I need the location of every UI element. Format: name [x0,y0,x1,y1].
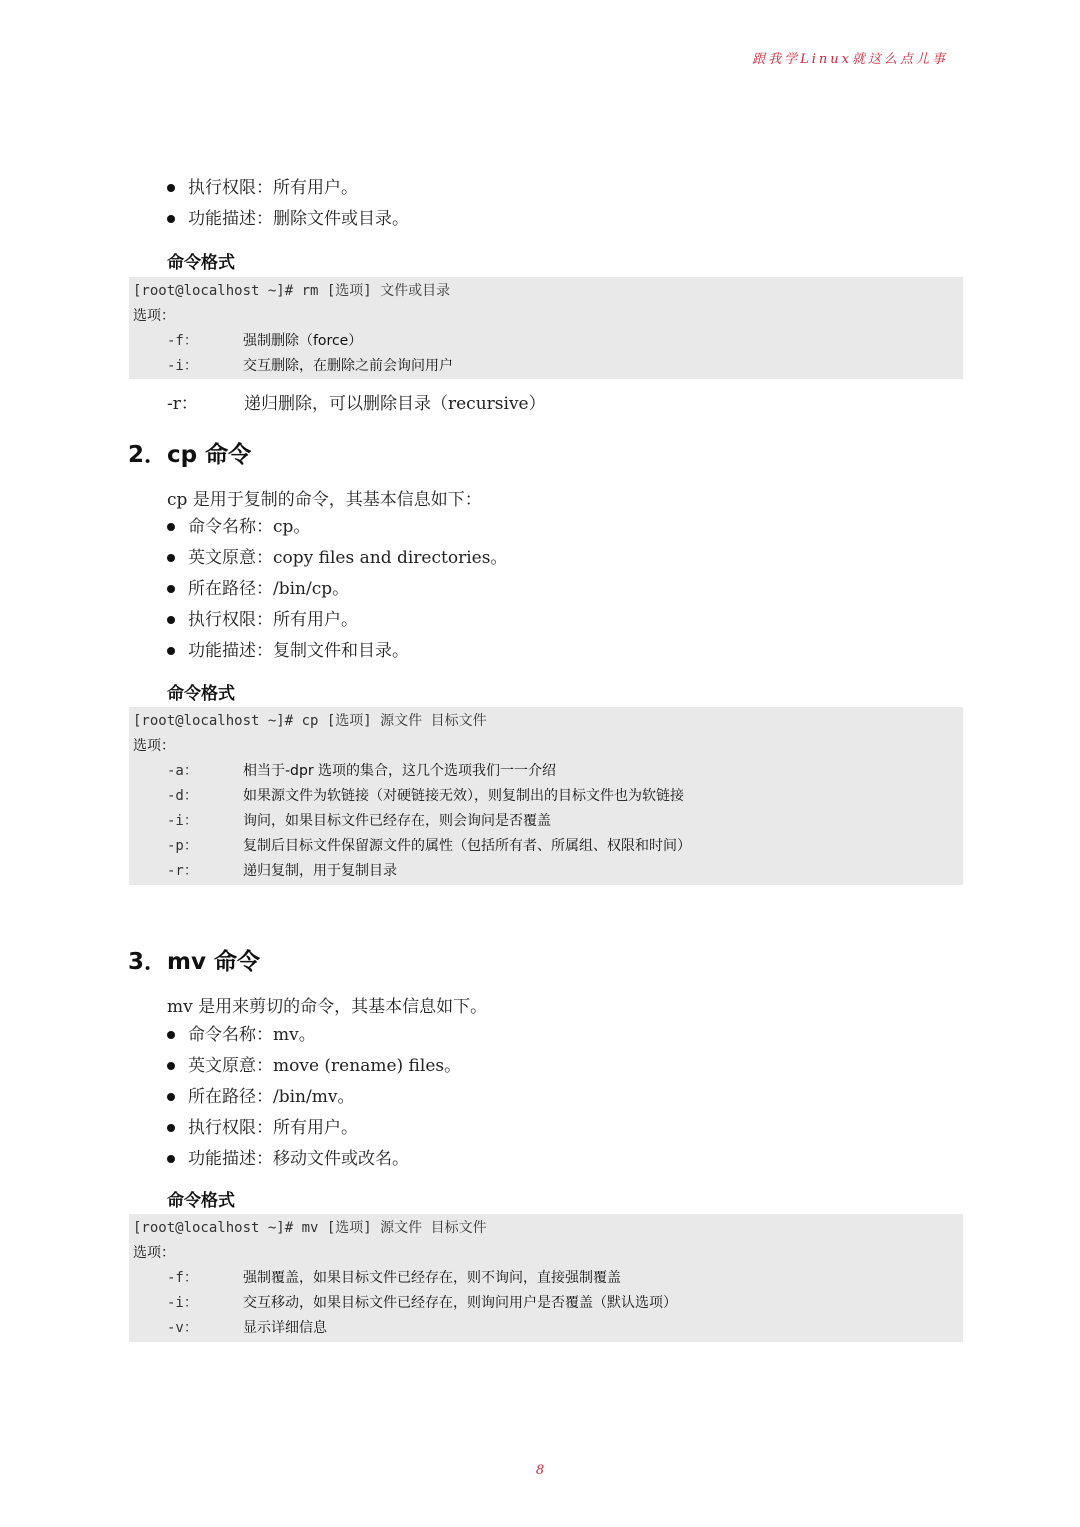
cp-option-a: -a： 相当于-dpr 选项的集合，这几个选项我们一一介绍 [167,763,557,779]
rm-option-i: -i： 交互删除，在删除之前会询问用户 [167,358,453,374]
cp-code-block [129,707,963,885]
mv-info-list [166,1024,461,1179]
mv-format-label: 命令格式 [167,1191,235,1211]
mv-heading: 3．mv 命令 [128,949,260,975]
cp-heading: 2．cp 命令 [128,442,252,468]
rm-info-list [166,177,409,239]
bullet-icon [167,554,175,562]
list-item: 命令名称：cp。 [166,516,507,547]
mv-intro: mv 是用来剪切的命令，其基本信息如下。 [167,997,488,1017]
bullet-icon [167,585,175,593]
list-item: 所在路径：/bin/mv。 [166,1086,461,1117]
cp-info-list [166,516,507,671]
mv-syntax: [root@localhost ~]# mv [选项] 源文件 目标文件 [133,1220,487,1236]
rm-option-r: -r： 递归删除，可以删除目录（recursive） [167,394,546,414]
bullet-icon [167,1093,175,1101]
list-item: 英文原意：move (rename) files。 [166,1055,461,1086]
mv-option-v: -v： 显示详细信息 [167,1320,327,1336]
bullet-icon [167,1062,175,1070]
cp-option-i: -i： 询问，如果目标文件已经存在，则会询问是否覆盖 [167,813,551,829]
cp-format-label: 命令格式 [167,684,235,704]
running-header: 跟我学Linux就这么点儿事 [752,52,948,67]
bullet-icon [167,647,175,655]
mv-code-block [129,1214,963,1342]
bullet-icon [167,215,175,223]
rm-format-label: 命令格式 [167,253,235,273]
cp-option-d: -d： 如果源文件为软链接（对硬链接无效），则复制出的目标文件也为软链接 [167,788,684,804]
list-item: 英文原意：copy files and directories。 [166,547,507,578]
cp-syntax: [root@localhost ~]# cp [选项] 源文件 目标文件 [133,713,487,729]
list-item: 命令名称：mv。 [166,1024,461,1055]
page-number: 8 [535,1463,545,1478]
rm-option-f: -f： 强制删除（force） [167,333,363,349]
cp-option-p: -p： 复制后目标文件保留源文件的属性（包括所有者、所属组、权限和时间） [167,838,691,854]
mv-options-label: 选项： [133,1245,175,1261]
rm-syntax: [root@localhost ~]# rm [选项] 文件或目录 [133,283,451,299]
bullet-icon [167,1155,175,1163]
bullet-icon [167,523,175,531]
list-item: 执行权限：所有用户。 [166,177,409,208]
cp-intro: cp 是用于复制的命令，其基本信息如下： [167,490,482,510]
bullet-icon [167,184,175,192]
list-item: 功能描述：删除文件或目录。 [166,208,409,239]
rm-code-block [129,277,963,379]
cp-option-r: -r： 递归复制，用于复制目录 [167,863,397,879]
list-item: 执行权限：所有用户。 [166,1117,461,1148]
bullet-icon [167,1031,175,1039]
list-item: 执行权限：所有用户。 [166,609,507,640]
cp-options-label: 选项： [133,738,175,754]
rm-options-label: 选项： [133,308,175,324]
list-item: 功能描述：移动文件或改名。 [166,1148,461,1179]
mv-option-i: -i： 交互移动，如果目标文件已经存在，则询问用户是否覆盖（默认选项） [167,1295,677,1311]
list-item: 功能描述：复制文件和目录。 [166,640,507,671]
bullet-icon [167,616,175,624]
mv-option-f: -f： 强制覆盖，如果目标文件已经存在，则不询问，直接强制覆盖 [167,1270,621,1286]
list-item: 所在路径：/bin/cp。 [166,578,507,609]
bullet-icon [167,1124,175,1132]
